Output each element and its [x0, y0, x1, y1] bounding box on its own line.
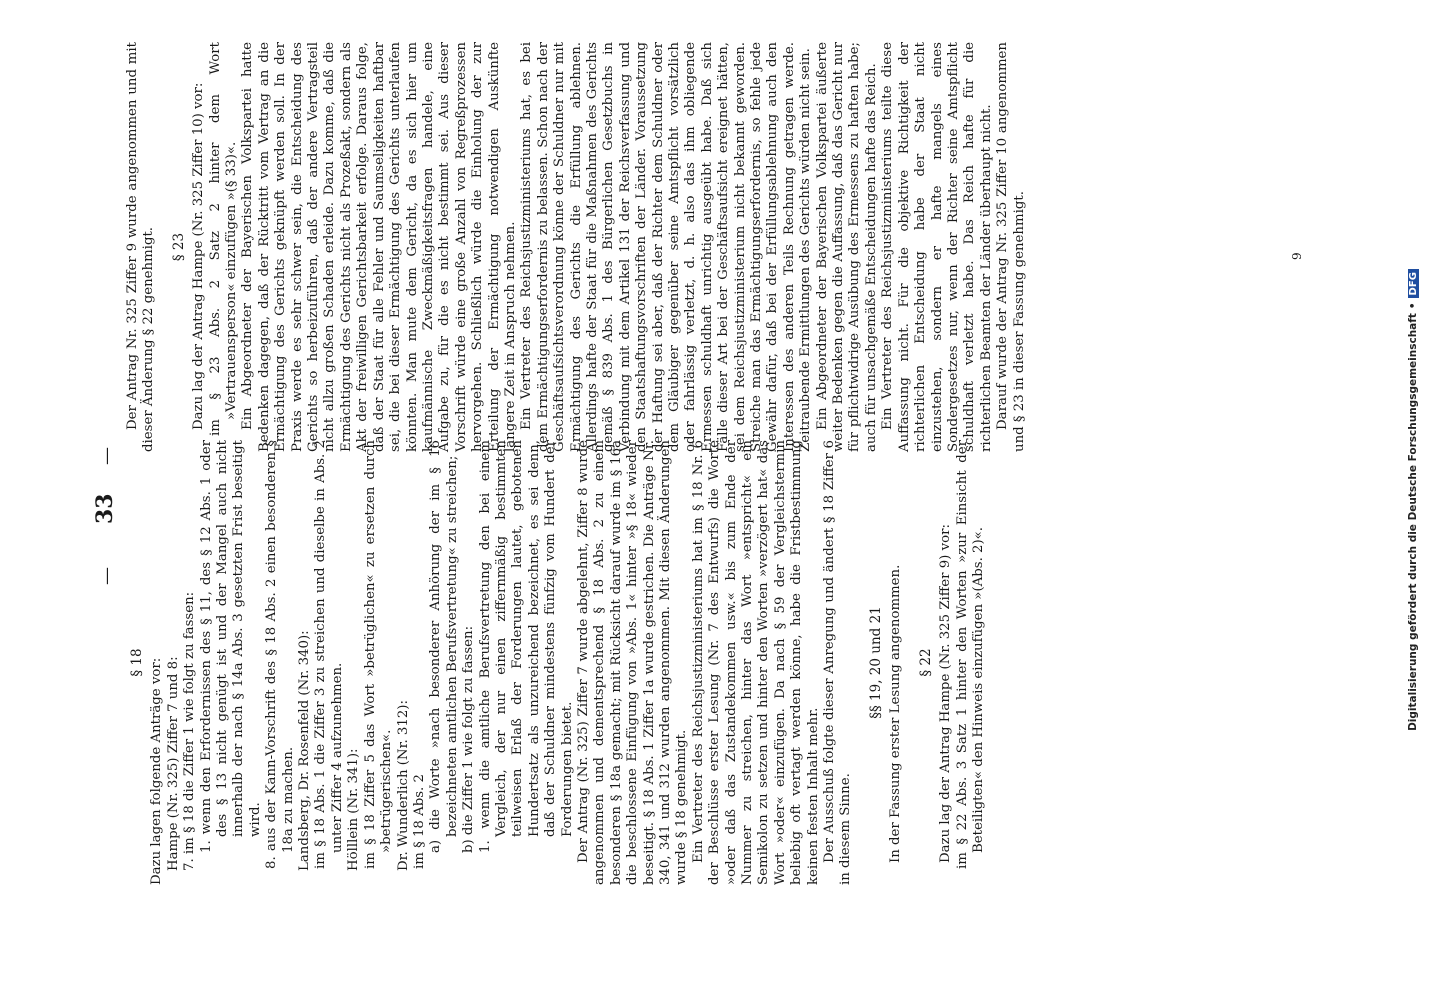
- paragraph: Darauf wurde der Antrag Nr. 325 Ziffer 10 angenommen und § 23 in dieser Fassung genehmigt.: [995, 42, 1027, 452]
- paragraph: Ein Vertreter des Reichsjustizministeriums hat, es bei dem Ermächtigungserfordernis zu belassen. Schon nach der Geschäftsaufsichtsverordnung könne der Schuldner nur mit Ermächtigung des Gerichts die Erfüllung ablehnen. Allerdings hafte der Staat für die Maßnahmen des Gerichts gemäß § 839 Abs. 1 des Bürgerlichen Gesetzbuchs in Verbindung mit dem Artikel 131 der Reichsverfassung und den Staatshaftungsvorschriften der Länder. Voraussetzung der Haftung sei aber, daß der Richter dem Schuldner oder dem Gläubiger gegenüber seine Amtspflicht vorsätzlich oder fahrlässig verletzt, d. h. also das ihm obliegende Ermessen schuldhaft unrichtig ausgeübt habe. Daß sich Fälle dieser Art bei der Geschäftsaufsicht ereignet hätten, sei dem Reichsjustizministerium nicht bekannt geworden. Streiche man das Ermächtigungserfordernis, so fehle jede Gewähr dafür, daß bei der Erfüllungsablehnung auch den Interessen des anderen Teils Rechnung getragen werde. Zeitraubende Ermittlungen des Gerichts würden nicht sein.: [519, 42, 814, 452]
- page-number: 33: [92, 493, 118, 524]
- section-heading: § 22: [917, 648, 934, 677]
- paragraph: 1. wenn den Erfordernissen des § 11, des § 12 Abs. 1 oder des § 13 nicht genügt ist und der Mangel auch nicht innerhalb der nach § 14a Abs. 3 gesetzten Frist beseitigt wird.: [198, 440, 263, 853]
- paragraph: Hampe (Nr. 325) Ziffer 7 und 8:: [165, 656, 181, 871]
- printer-signature: 9: [1290, 252, 1304, 260]
- paragraph: im § 22 Abs. 3 Satz 1 hinter den Worten »zur Einsicht der Beteiligten« den Hinweis einzufügen »(Abs. 2)«.: [954, 440, 986, 869]
- spacer: [905, 440, 914, 885]
- paragraph: 8. aus der Kann-Vorschrift des § 18 Abs. 2 einen besonderen § 18a zu machen.: [264, 440, 296, 869]
- left-column: [125, 440, 987, 885]
- paragraph: im § 18 Ziffer 5 das Wort »betrüglichen« zu ersetzen durch »betrügerischen«.: [362, 440, 395, 869]
- section-heading: §§ 19, 20 und 21: [867, 606, 884, 719]
- right-column: [125, 42, 1028, 452]
- spacer: [158, 42, 167, 452]
- paragraph: b) die Ziffer 1 wie folgt zu fassen:: [461, 625, 477, 853]
- paragraph: 7. im § 18 die Ziffer 1 wie folgt zu fassen:: [182, 591, 198, 871]
- paragraph: Dazu lagen folgende Anträge vor:: [149, 657, 165, 885]
- paragraph: 1. wenn die amtliche Berufsvertretung den bei einem Vergleich, der nur einen ziffernmäßig bestimmten teilweisen Erlaß der Forderungen lautet, gebotenen Hundertsatz als unzureichend bezeichnet, es sei denn, daß der Schuldner mindestens fünfzig vom Hundert der Forderungen bietet.: [477, 440, 575, 853]
- folio-dash-left: —: [96, 567, 117, 585]
- paragraph: Ein Abgeordneter der Bayerischen Volkspartei hatte Bedenken dagegen, daß der Rücktritt vom Vertrag an die Ermächtigung des Gerichts geknüpft werden soll. In der Praxis werde es sehr schwer sein, die Entscheidung des Gerichts so herbeizuführen, daß der andere Vertragsteil nicht allzu großen Schaden erleide. Dazu komme, daß die Ermächtigung des Gerichts nicht als Prozeßakt, sondern als Akt der freiwilligen Gerichtsbarkeit erfolge. Daraus folge, daß der Staat für alle Fehler und Saumseligkeiten haftbar sei, die bei dieser Ermächtigung des Gerichts unterlaufen könnten. Man mute dem Gericht, da es sich hier um kaufmännische Zweckmäßigkeitsfragen handele, eine Aufgabe zu, für die es nicht bestimmt sei. Aus dieser Vorschrift würde eine große Anzahl von Regreßprozessen hervorgehen. Schließlich würde die Einholung der zur Erteilung der Ermächtigung notwendigen Auskünfte längere Zeit in Anspruch nehmen.: [240, 42, 518, 452]
- paragraph: In der Fassung erster Lesung angenommen.: [888, 564, 904, 863]
- paragraph: Der Antrag Nr. 325 Ziffer 9 wurde angenommen und mit dieser Änderung § 22 genehmigt.: [125, 42, 157, 452]
- funding-sidebar: [1398, 10, 1428, 990]
- paragraph: Ein Abgeordneter der Bayerischen Volkspartei äußerte weiter Bedenken gegen die Auffassung, daß das Gericht nur für pflichtwidrige Ausübung des Ermessens zu haften habe; auch für unsachgemäße Entscheidungen hafte das Reich.: [814, 42, 879, 452]
- paragraph: Hölllein (Nr. 341):: [346, 748, 362, 871]
- paragraph: Landsberg, Dr. Rosenfeld (Nr. 340):: [297, 630, 313, 871]
- paragraph: im § 18 Abs. 2: [411, 774, 427, 869]
- section-heading: § 18: [129, 648, 145, 677]
- paragraph: Der Antrag (Nr. 325) Ziffer 7 wurde abgelehnt, Ziffer 8 wurde angenommen und dementsprechend § 18 Abs. 2 zu einem besonderen § 18a gemacht; mit Rücksicht darauf wurde im § 16a die beschlossene Einfügung von »Abs. 1« hinter »§ 18« wieder beseitigt. § 18 Abs. 1 Ziffer 1a wurde gestrichen. Die Anträge Nr. 340, 341 und 312 wurden angenommen. Mit diesen Änderungen wurde § 18 genehmigt.: [575, 440, 690, 885]
- funding-separator: •: [1407, 302, 1419, 310]
- section-heading: § 23: [170, 232, 187, 262]
- paragraph: Dr. Wunderlich (Nr. 312):: [395, 700, 411, 871]
- paragraph: Dazu lag der Antrag Hampe (Nr. 325 Ziffer 9) vor:: [938, 524, 954, 863]
- spacer: [855, 440, 864, 885]
- paragraph: a) die Worte »nach besonderer Anhörung der im § 16 bezeichneten amtlichen Berufsvertretung« zu streichen;: [428, 440, 460, 853]
- folio-dash-right: —: [96, 447, 117, 465]
- paragraph: Ein Vertreter des Reichsjustizministeriums teilte diese Auffassung nicht. Für die objektive Richtigkeit der richterlichen Entscheidung habe der Staat nicht einzustehen, sondern er hafte mangels eines Sondergesetzes nur, wenn der Richter seine Amtspflicht schuldhaft verletzt habe. Das Reich hafte für die richterlichen Beamten der Länder überhaupt nicht.: [880, 42, 994, 452]
- paragraph: Ein Vertreter des Reichsjustizministeriums hat im § 18 Nr. 6 der Beschlüsse erster Lesung (Nr. 7 des Entwurfs) die Worte »oder daß das Zustandekommen usw.« bis zum Ende der Nummer zu streichen, hinter das Wort »entspricht« ein Semikolon zu setzen und hinter den Worten »verzögert hat« das Wort »oder« einzufügen. Da nach § 59 der Vergleichstermin beliebig oft vertagt werden könne, habe die Fristbestimmung keinen festen Inhalt mehr.: [690, 440, 821, 885]
- dfg-logo: DFG: [1408, 269, 1419, 298]
- paragraph: im § 18 Abs. 1 die Ziffer 3 zu streichen und dieselbe in Abs. 2 unter Ziffer 4 aufzunehmen.: [313, 440, 345, 869]
- funding-note: Digitalisierung gefördert durch die Deutsche Forschungsgemeinschaft: [1407, 313, 1419, 731]
- paragraph: im § 23 Abs. 2 Satz 2 hinter dem Wort »Vertrauensperson« einzufügen »(§ 33)«.: [207, 42, 240, 436]
- paragraph: Dazu lag der Antrag Hampe (Nr. 325 Ziffer 10) vor:: [191, 82, 207, 430]
- paragraph: Der Ausschuß folgte dieser Anregung und ändert § 18 Ziffer 6 in diesem Sinne.: [822, 440, 854, 885]
